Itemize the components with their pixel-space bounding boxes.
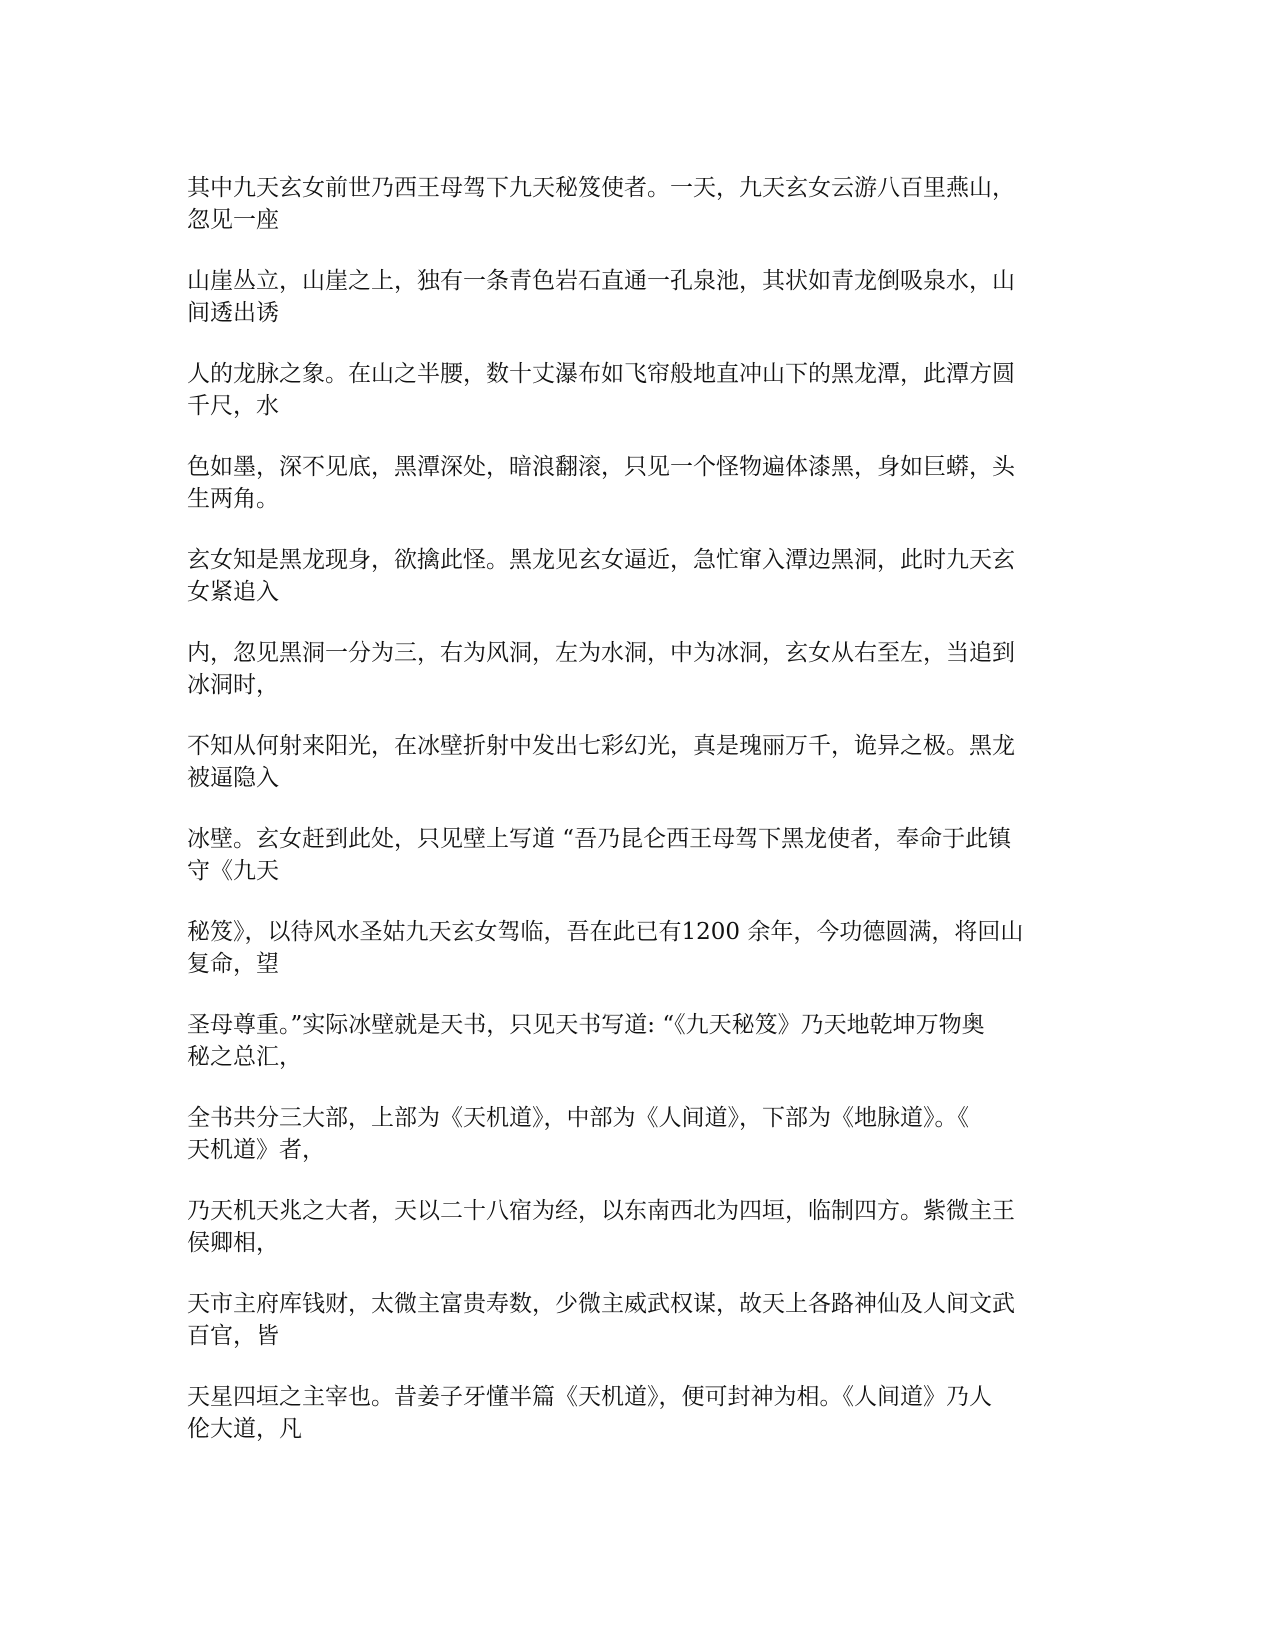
text-line: 山崖丛立，山崖之上，独有一条青色岩石直通一孔泉池，其状如青龙倒吸泉水，山 (187, 268, 1015, 294)
text-line: 圣母尊重。”实际冰壁就是天书，只见天书写道: “《九天秘笈》乃天地乾坤万物奥 (187, 1012, 985, 1038)
text-line: 人的龙脉之象。在山之半腰，数十丈瀑布如飞帘般地直冲山下的黑龙潭，此潭方圆 (187, 361, 1015, 387)
paragraph (187, 1009, 1087, 1073)
text-line: 乃天机天兆之大者，天以二十八宿为经，以东南西北为四垣，临制四方。紫微主王 (187, 1198, 1015, 1224)
paragraph (187, 916, 1087, 980)
text-line: 忽见一座 (187, 207, 279, 233)
text-line: 守《九天 (187, 858, 279, 884)
text-line: 秘之总汇， (187, 1044, 302, 1070)
paragraph (187, 265, 1087, 329)
text-line: 被逼隐入 (187, 765, 279, 791)
paragraph (187, 1102, 1087, 1166)
text-line: 复命，望 (187, 951, 279, 977)
text-line: 生两角。 (187, 486, 279, 512)
paragraph (187, 451, 1087, 515)
text-line: 百官，皆 (187, 1323, 279, 1349)
text-line: 间透出诱 (187, 300, 279, 326)
text-line: 天市主府库钱财，太微主富贵寿数，少微主威武权谋，故天上各路神仙及人间文武 (187, 1291, 1015, 1317)
document-body (187, 172, 1087, 1474)
text-line: 不知从何射来阳光，在冰壁折射中发出七彩幻光，真是瑰丽万千，诡异之极。黑龙 (187, 733, 1015, 759)
text-line: 冰洞时， (187, 672, 279, 698)
paragraph (187, 730, 1087, 794)
paragraph (187, 1288, 1087, 1352)
text-line: 天星四垣之主宰也。昔姜子牙懂半篇《天机道》，便可封神为相。《人间道》乃人 (187, 1384, 992, 1410)
paragraph (187, 172, 1087, 236)
paragraph (187, 823, 1087, 887)
text-line: 色如墨，深不见底，黑潭深处，暗浪翻滚，只见一个怪物遍体漆黑，身如巨蟒，头 (187, 454, 1015, 480)
text-line: 千尺，水 (187, 393, 279, 419)
paragraph (187, 358, 1087, 422)
text-line: 秘笈》，以待风水圣姑九天玄女驾临，吾在此已有1200 余年，今功德圆满，将回山 (187, 919, 1024, 945)
text-line: 侯卿相， (187, 1230, 279, 1256)
text-line: 玄女知是黑龙现身，欲擒此怪。黑龙见玄女逼近，急忙窜入潭边黑洞，此时九天玄 (187, 547, 1015, 573)
paragraph (187, 637, 1087, 701)
paragraph (187, 544, 1087, 608)
paragraph (187, 1381, 1087, 1445)
text-line: 伦大道，凡 (187, 1416, 302, 1442)
text-line: 其中九天玄女前世乃西王母驾下九天秘笈使者。一天，九天玄女云游八百里燕山， (187, 175, 1015, 201)
paragraph (187, 1195, 1087, 1259)
text-line: 天机道》者， (187, 1137, 325, 1163)
text-line: 冰壁。玄女赶到此处，只见壁上写道 “吾乃昆仑西王母驾下黑龙使者，奉命于此镇 (187, 826, 1012, 852)
text-line: 女紧追入 (187, 579, 279, 605)
text-line: 内，忽见黑洞一分为三，右为风洞，左为水洞，中为冰洞，玄女从右至左，当追到 (187, 640, 1015, 666)
text-line: 全书共分三大部，上部为《天机道》，中部为《人间道》，下部为《地脉道》。《 (187, 1105, 969, 1131)
